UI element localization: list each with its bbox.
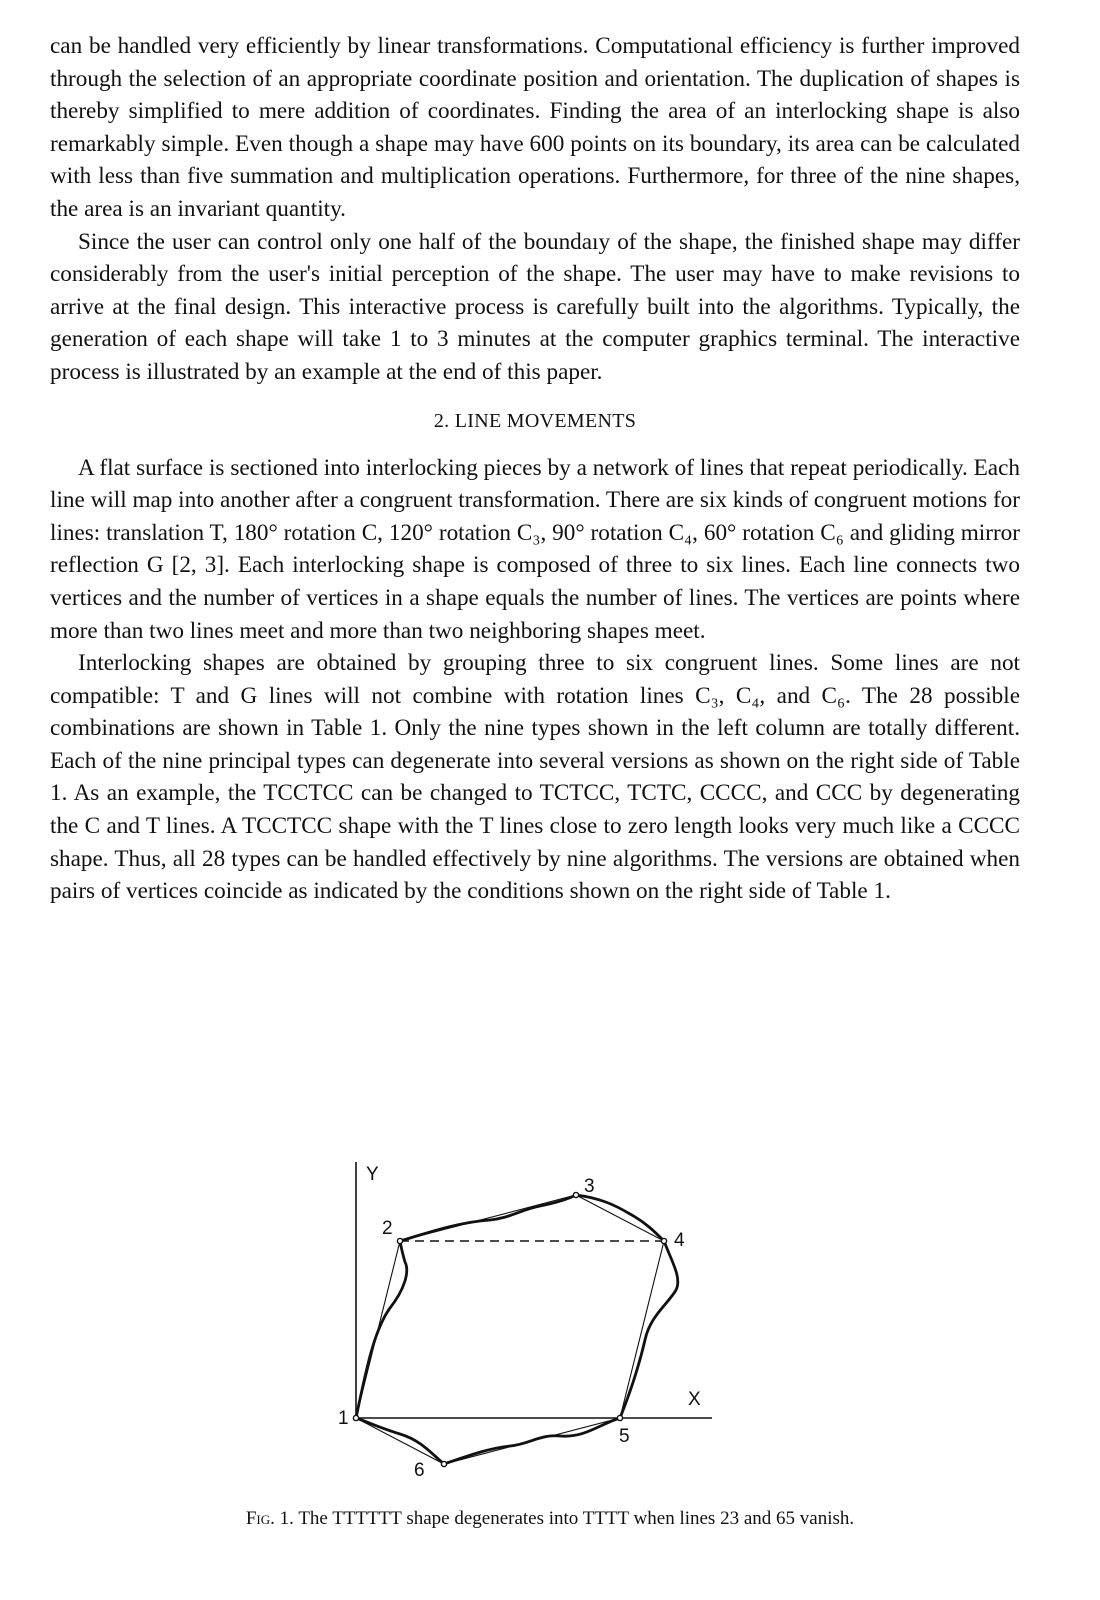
vertex-label-5: 5 [619, 1426, 630, 1447]
paragraph-2: Since the user can control only one half of the boundaıy of the shape, the finished shape may differ considerably from the user's initial perception of the shape. The user may have to make revisions to arrive at the final design. This interactive process is carefully built into the algorithms. Typically, the generation of each shape will take 1 to 3 minutes at the computer graphics terminal. The interactive process is illustrated by an example at the end of this paper. [50, 228, 1020, 385]
vertex-3-marker [573, 1192, 578, 1197]
vertex-1-marker [353, 1415, 358, 1420]
caption-tag: Fig. 1. [245, 1508, 294, 1529]
caption-text: The TTTTTT shape degenerates into TTTT when lines 23 and 65 vanish. [298, 1508, 855, 1529]
paragraph-4: Interlocking shapes are obtained by grouping three to six congruent lines. Some lines are not compatible: T and G lines will not combine with rotation lines C₃, C₄, and C₆. The 28 possible combinations are shown in Table 1. Only the nine types shown in the left column are totally different. Each of the nine principal types can degenerate into several versions as shown on the right side of Table 1. As an example, the TCCTCC can be changed to TCTCC, TCTC, CCCC, and CCC by degenerating the C and T lines. A TCCTCC shape with the T lines close to zero length looks very much like a CCCC shape. Thus, all 28 types can be handled effectively by nine algorithms. The versions are obtained when pairs of vertices coincide as indicated by the conditions shown on the right side of Table 1. [50, 650, 1020, 905]
figure-1 [330, 1155, 730, 1500]
paragraph-3: A flat surface is sectioned into interlocking pieces by a network of lines that repeat periodically. Each line will map into another after a congruent transformation. There are six kinds of congruent motions for lines: translation T, 180° rotation C, 120° rotation C₃, 90° rotation C₄, 60° rotation C₆ and gliding mirror reflection G [2, 3]. Each interlocking shape is composed of three to six lines. Each line connects two vertices and the number of vertices in a shape equals the number of lines. The vertices are points where more than two lines meet and more than two neighboring shapes meet. [50, 454, 1020, 644]
vertex-label-2: 2 [382, 1218, 393, 1239]
paragraph-1: can be handled very efficiently by linear transformations. Computational efficiency is further improved through the selection of an appropriate coordinate position and orientation. The duplication of shapes is thereby simplified to mere addition of coordinates. Finding the area of an interlocking shape is also remarkably simple. Even though a shape may have 600 points on its boundary, its area can be calculated with less than five summation and multiplication operations. Furthermore, for three of the nine shapes, the area is an invariant quantity. [50, 33, 1020, 222]
axis-x-label: X [688, 1389, 701, 1410]
vertex-label-1: 1 [338, 1408, 349, 1429]
vertex-label-3: 3 [584, 1176, 595, 1197]
vertex-label-6: 6 [414, 1460, 425, 1481]
vertex-label-4: 4 [674, 1230, 685, 1251]
axis-y-label: Y [366, 1164, 379, 1185]
vertex-4-marker [661, 1238, 666, 1243]
figure-caption [0, 1508, 1100, 1530]
polygon-outline [356, 1195, 664, 1464]
vertex-2-marker [397, 1238, 402, 1243]
section-heading: 2. LINE MOVEMENTS [433, 409, 637, 432]
body-text [50, 30, 1020, 908]
curved-boundary [356, 1195, 678, 1464]
figure-1-diagram [330, 1155, 730, 1500]
vertex-6-marker [441, 1461, 446, 1466]
vertex-5-marker [617, 1415, 622, 1420]
